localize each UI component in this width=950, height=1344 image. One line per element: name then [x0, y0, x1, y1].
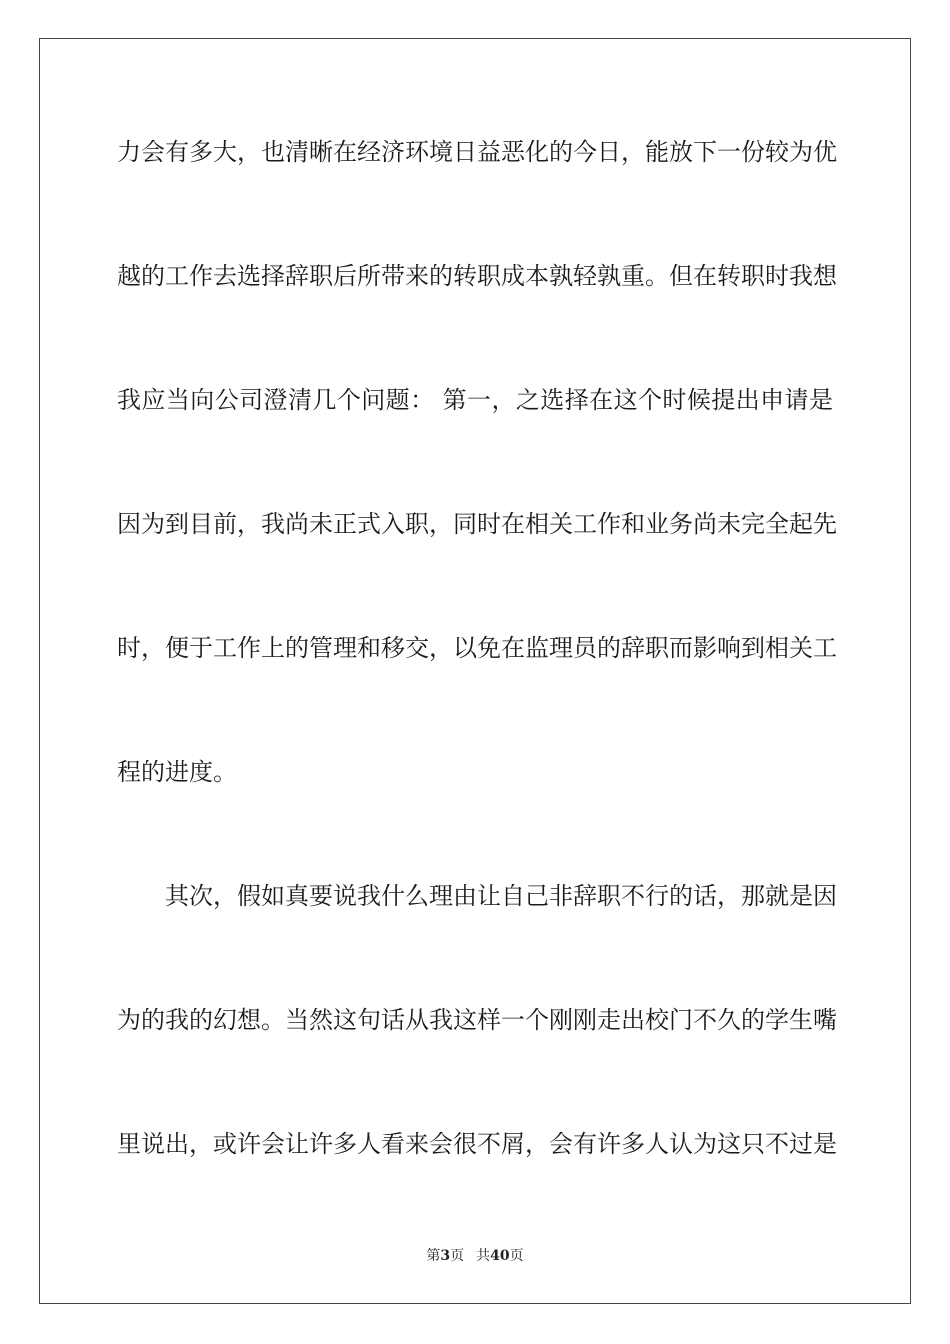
body-line-9: 里说出，或许会让许多人看来会很不屑，会有许多人认为这只不过是 [117, 1130, 837, 1158]
footer-total-unit: 页 [509, 1248, 524, 1264]
body-line-5: 时，便于工作上的管理和移交，以免在监理员的辞职而影响到相关工 [117, 634, 837, 662]
footer-page-total: 40 [490, 1248, 510, 1264]
body-line-4: 因为到目前，我尚未正式入职，同时在相关工作和业务尚未完全起先 [117, 510, 837, 538]
body-line-6: 程的进度。 [117, 758, 237, 786]
body-line-8: 为的我的幻想。当然这句话从我这样一个刚刚走出校门不久的学生嘴 [117, 1006, 837, 1034]
footer-total-prefix: 共 [476, 1248, 491, 1264]
body-line-2: 越的工作去选择辞职后所带来的转职成本孰轻孰重。但在转职时我想 [117, 262, 837, 290]
footer-page-prefix: 第 [426, 1248, 441, 1264]
body-line-3: 我应当向公司澄清几个问题： 第一，之选择在这个时候提出申请是 [117, 386, 833, 414]
body-line-7: 其次，假如真要说我什么理由让自己非辞职不行的话，那就是因 [165, 882, 837, 910]
footer-page-current: 3 [440, 1248, 451, 1264]
page-footer [0, 1247, 950, 1265]
body-line-1: 力会有多大，也清晰在经济环境日益恶化的今日，能放下一份较为优 [117, 138, 837, 166]
page-border [39, 38, 911, 1304]
footer-page-unit: 页 [450, 1248, 465, 1264]
